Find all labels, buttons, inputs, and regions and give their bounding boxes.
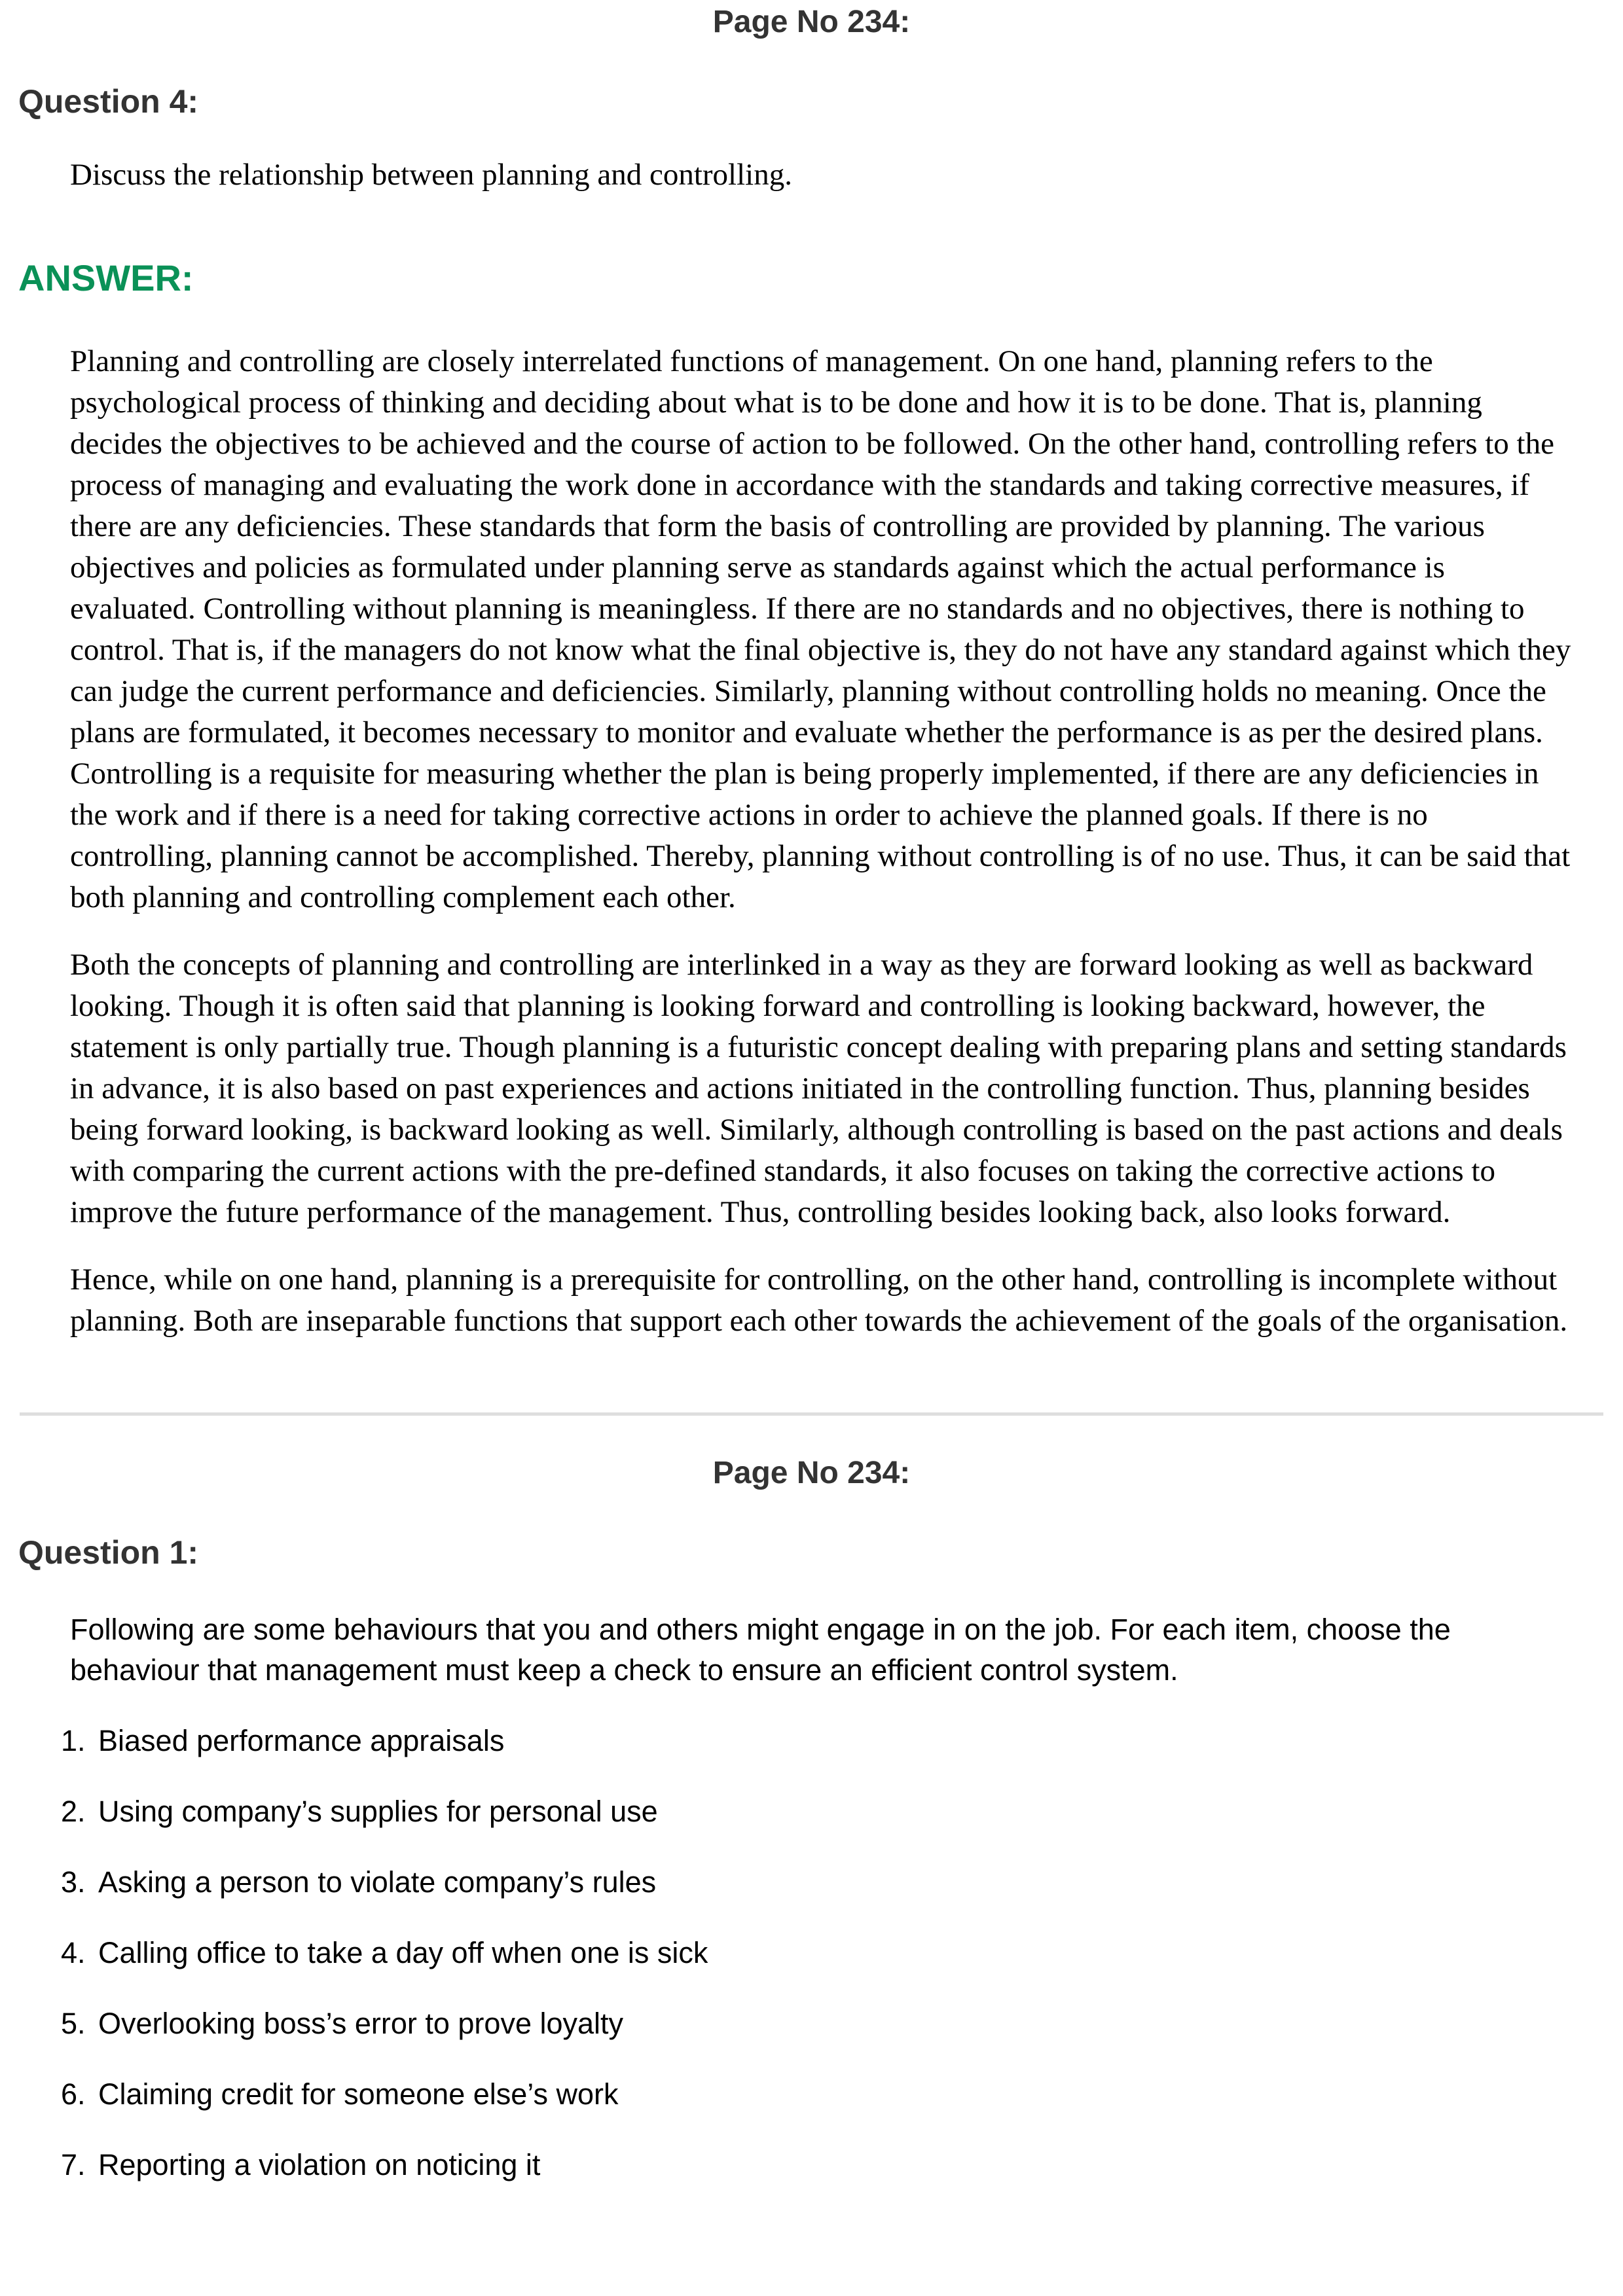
behaviour-list [0, 1721, 1623, 2185]
list-item-text: Asking a person to violate company’s rules [98, 1865, 657, 1899]
list-item-number: 6. [61, 2077, 86, 2111]
list-item [61, 1791, 1577, 1832]
list-item-number: 7. [61, 2148, 86, 2181]
list-item [61, 2074, 1577, 2115]
list-item-text: Reporting a violation on noticing it [98, 2148, 541, 2181]
page-number-heading: Page No 234: [712, 5, 911, 39]
list-item-number: 2. [61, 1795, 86, 1828]
list-item [61, 1721, 1577, 1761]
list-item-number: 5. [61, 2007, 86, 2040]
list-item [61, 1862, 1577, 1903]
question-text: Discuss the relationship between planning and controlling. [70, 158, 792, 192]
list-item-text: Using company’s supplies for personal use [98, 1795, 658, 1828]
question-intro-text: Following are some behaviours that you and others might engage in on the job. For each item, choose the behaviour that management must keep a check to ensure an efficient control system. [70, 1613, 1451, 1687]
page-number-heading-2: Page No 234: [712, 1456, 911, 1490]
list-item-number: 3. [61, 1865, 86, 1899]
answer-label: ANSWER: [18, 257, 194, 298]
list-item-text: Biased performance appraisals [98, 1724, 505, 1757]
list-item-text: Claiming credit for someone else’s work [98, 2077, 619, 2111]
list-item-text: Calling office to take a day off when one is sick [98, 1936, 708, 1969]
list-item-text: Overlooking boss’s error to prove loyalty [98, 2007, 624, 2040]
answer-paragraph-3: Hence, while on one hand, planning is a prerequisite for controlling, on the other hand, controlling is incomplete without planning. Both are inseparable functions that support each other towards the achievement of the goals of the organisation. [70, 1263, 1568, 1338]
list-item-number: 4. [61, 1936, 86, 1969]
list-item-number: 1. [61, 1724, 86, 1757]
answer-paragraph-1: Planning and controlling are closely interrelated functions of management. On one hand, planning refers to the psychological process of thinking and deciding about what is to be done and how it is to be done. That is, planning decides the objectives to be achieved and the course of action to be followed. On the other hand, controlling refers to the process of managing and evaluating the work done in accordance with the standards and taking corrective measures, if there are any deficiencies. These standards that form the basis of controlling are provided by planning. The various objectives and policies as formulated under planning serve as standards against which the actual performance is evaluated. Controlling without planning is meaningless. If there are no standards and no objectives, there is nothing to control. That is, if the managers do not know what the final objective is, they do not have any standard against which they can judge the current performance and deficiencies. Similarly, planning without controlling holds no meaning. Once the plans are formulated, it becomes necessary to monitor and evaluate whether the performance is as per the desired plans. Controlling is a requisite for measuring whether the plan is being properly implemented, if there are any deficiencies in the work and if there is a need for taking corrective actions in order to achieve the planned goals. If there is no controlling, planning cannot be accomplished. Thereby, planning without controlling is of no use. Thus, it can be said that both planning and controlling complement each other. [70, 344, 1571, 914]
list-item [61, 2003, 1577, 2044]
question-heading: Question 4: [18, 83, 199, 120]
question-heading-2: Question 1: [18, 1534, 199, 1571]
list-item [61, 1933, 1577, 1973]
section-divider [20, 1412, 1603, 1416]
list-item [61, 2145, 1577, 2185]
answer-paragraph-2: Both the concepts of planning and controlling are interlinked in a way as they are forward looking as well as backward looking. Though it is often said that planning is looking forward and controlling is looking backward, however, the statement is only partially true. Though planning is a futuristic concept dealing with preparing plans and setting standards in advance, it is also based on past experiences and actions initiated in the controlling function. Thus, planning besides being forward looking, is backward looking as well. Similarly, although controlling is based on the past actions and deals with comparing the current actions with the pre-defined standards, it also focuses on taking the corrective actions to improve the future performance of the management. Thus, controlling besides looking back, also looks forward. [70, 948, 1567, 1229]
